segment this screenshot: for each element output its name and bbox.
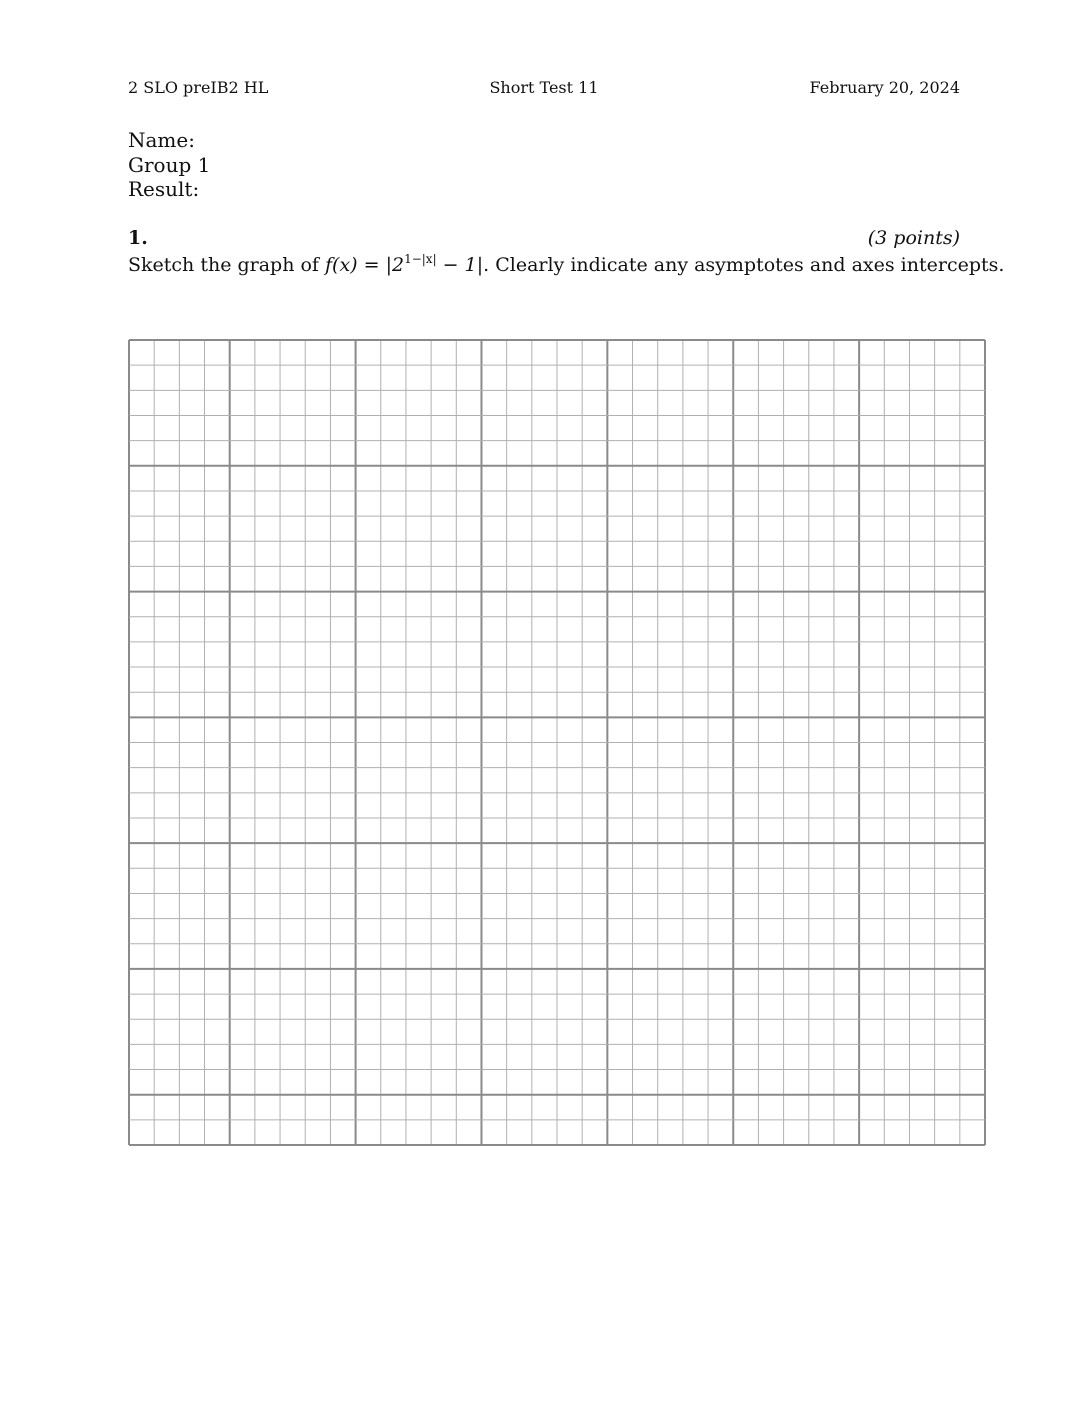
function-exponent: 1−|x| bbox=[404, 252, 437, 266]
question-points: (3 points) bbox=[867, 227, 960, 249]
student-info bbox=[128, 128, 210, 202]
function-lhs: f(x) = |2 bbox=[325, 254, 405, 276]
test-date: February 20, 2024 bbox=[809, 78, 960, 97]
grid-lines bbox=[129, 340, 985, 1145]
page-header bbox=[128, 78, 960, 100]
graph-paper-grid[interactable] bbox=[128, 339, 986, 1146]
name-label: Name: bbox=[128, 128, 195, 152]
question-header bbox=[128, 227, 960, 251]
group-label: Group 1 bbox=[128, 152, 211, 177]
question-text bbox=[128, 252, 1005, 276]
function-rhs: − 1| bbox=[436, 254, 484, 276]
question-text-after: . Clearly indicate any asymptotes and axes intercepts. bbox=[483, 254, 1005, 276]
result-line bbox=[128, 177, 210, 202]
question-number: 1. bbox=[128, 227, 148, 249]
course-label: 2 SLO preIB2 HL bbox=[128, 78, 269, 97]
question-text-before: Sketch the graph of bbox=[128, 254, 326, 276]
name-line bbox=[128, 128, 210, 153]
test-title: Short Test 11 bbox=[489, 78, 599, 97]
function-expression bbox=[325, 254, 483, 276]
result-label: Result: bbox=[128, 177, 200, 201]
